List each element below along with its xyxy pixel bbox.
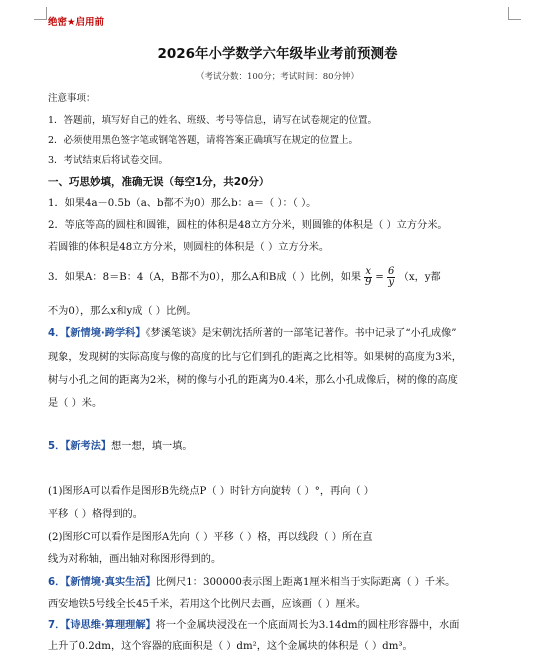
question-3-line-1 bbox=[48, 266, 441, 290]
question-5-line-4: 线为对称轴，画出轴对称图形得到的。 bbox=[48, 554, 222, 565]
fraction-6-over-y: $\frac{6}{y}$ bbox=[388, 265, 395, 288]
question-4-line-2: 现象，发现树的实际高度与像的高度的比与它们到孔的距离之比相等。如果树的高度为3米， bbox=[48, 352, 462, 363]
secret-mark: 绝密★启用前 bbox=[48, 17, 105, 28]
section-1-heading: 一、巧思妙填，准确无误（每空1分，共20分） bbox=[48, 176, 270, 188]
exam-title: 2026年小学数学六年级毕业考前预测卷 bbox=[157, 46, 398, 62]
question-3-text-b: （x，y都 bbox=[398, 272, 441, 283]
question-6-line-1: 6．【新情境·真实生活】比例尺1：300000表示图上距离1厘米相当于实际距离（ ）千米。 bbox=[48, 577, 456, 588]
note-item-3: 3．考试结束后将试卷交回。 bbox=[48, 155, 169, 166]
question-5-line-3: (2)图形C可以看作是图形A先向（ ）平移（ ）格，再以线段（ ）所在直 bbox=[48, 532, 373, 543]
question-3-line-2: 不为0），那么x和y成（ ）比例。 bbox=[48, 306, 197, 317]
crop-mark-top-right bbox=[508, 7, 521, 20]
notes-heading: 注意事项： bbox=[48, 93, 96, 104]
question-6-tag: 6．【新情境·真实生活】 bbox=[48, 577, 156, 588]
equals-sign: = bbox=[375, 272, 384, 283]
question-4-line-3: 树与小孔之间的距离为2米，树的像与小孔的距离为0.4米，那么小孔成像后，树的像的高度 bbox=[48, 375, 458, 386]
question-2-line-2: 若圆锥的体积是48立方分米，则圆柱的体积是（ ）立方分米。 bbox=[48, 242, 330, 253]
question-5-tag: 5．【新考法】 bbox=[48, 441, 112, 452]
question-1: 1．如果4a－0.5b（a、b都不为0）那么b：a＝（ ）：（ ）。 bbox=[48, 198, 317, 209]
question-6-line-2: 西安地铁5号线全长45千米，若用这个比例尺去画，应该画（ ）厘米。 bbox=[48, 599, 367, 610]
question-7-line-2: 上升了0.2dm，这个容器的底面积是（ ）dm²，这个金属块的体积是（ ）dm³。 bbox=[48, 641, 413, 652]
note-item-2: 2．必须使用黑色签字笔或钢笔答题，请将答案正确填写在规定的位置上。 bbox=[48, 135, 359, 146]
exam-subtitle: （考试分数：100分；考试时间：80分钟） bbox=[195, 72, 360, 82]
question-2-line-1: 2．等底等高的圆柱和圆锥，圆柱的体积是48立方分米，则圆锥的体积是（ ）立方分米。 bbox=[48, 220, 448, 231]
question-4-tag: 4．【新情境·跨学科】 bbox=[48, 328, 146, 339]
question-4-line-1: 4．【新情境·跨学科】《梦溪笔谈》是宋朝沈括所著的一部笔记著作。书中记录了“小孔成像” bbox=[48, 328, 457, 339]
question-4-line-4: 是（ ）米。 bbox=[48, 398, 103, 409]
crop-mark-top-left bbox=[34, 7, 47, 20]
question-7-line-1: 7．【诗思维·算理理解】将一个金属块浸没在一个底面周长为3.14dm的圆柱形容器中，水面 bbox=[48, 620, 460, 631]
note-item-1: 1．答题前，填写好自己的姓名、班级、考号等信息，请写在试卷规定的位置。 bbox=[48, 115, 378, 126]
question-5-line-1: (1)图形A可以看作是图形B先绕点P（ ）时针方向旋转（ ）°，再向（ ） bbox=[48, 486, 374, 497]
question-7-tag: 7．【诗思维·算理理解】 bbox=[48, 620, 156, 631]
question-5-heading: 5．【新考法】想一想，填一填。 bbox=[48, 441, 193, 452]
question-3-text-a: 3．如果A：8＝B：4（A，B都不为0），那么A和B成（ ）比例，如果 bbox=[48, 272, 362, 283]
question-5-line-2: 平移（ ）格得到的。 bbox=[48, 509, 143, 520]
fraction-x-over-9: $\frac{x}{9}$ bbox=[364, 265, 372, 288]
